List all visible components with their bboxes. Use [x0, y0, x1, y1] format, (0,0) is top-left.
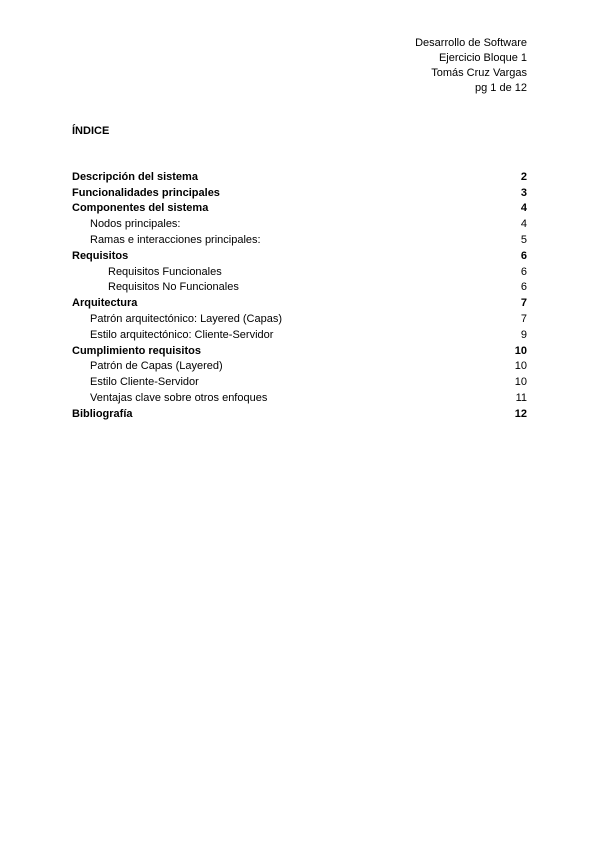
page-counter: pg 1 de 12: [475, 82, 527, 94]
toc-entry[interactable]: [72, 343, 527, 359]
toc-entry-page: 11: [515, 392, 527, 405]
toc-entry[interactable]: [72, 327, 527, 343]
toc-entry[interactable]: [72, 359, 527, 375]
toc-entry[interactable]: [72, 185, 527, 201]
toc-entry-label: Requisitos Funcionales: [108, 265, 222, 278]
toc-entry-label: Patrón de Capas (Layered): [90, 360, 223, 373]
toc-entry-label: Requisitos No Funcionales: [108, 281, 239, 294]
toc-entry[interactable]: [72, 390, 527, 406]
toc-entry[interactable]: [72, 216, 527, 232]
toc-entry-label: Estilo Cliente-Servidor: [90, 376, 199, 389]
toc-entry[interactable]: [72, 295, 527, 311]
toc-entry-page: 6: [520, 249, 527, 262]
toc-entry-label: Estilo arquitectónico: Cliente-Servidor: [90, 328, 274, 341]
toc-entry-page: 10: [514, 376, 527, 389]
toc-entry[interactable]: [72, 169, 527, 185]
toc-entry-page: 3: [520, 186, 527, 199]
page-header: [415, 36, 527, 96]
toc-entry-label: Descripción del sistema: [72, 170, 198, 183]
toc-entry[interactable]: [72, 311, 527, 327]
toc-entry-page: 7: [520, 297, 527, 310]
toc-entry-label: Bibliografía: [72, 407, 133, 420]
toc-entry-label: Funcionalidades principales: [72, 186, 220, 199]
toc-entry-label: Ventajas clave sobre otros enfoques: [90, 392, 268, 405]
toc-entry[interactable]: [72, 264, 527, 280]
table-of-contents: [72, 169, 527, 422]
toc-entry[interactable]: [72, 374, 527, 390]
toc-entry-page: 7: [520, 313, 527, 326]
exercise-name: Ejercicio Bloque 1: [438, 52, 527, 64]
toc-entry-page: 6: [520, 281, 527, 294]
toc-entry-page: 10: [514, 344, 527, 357]
toc-entry[interactable]: [72, 406, 527, 422]
course-name: Desarrollo de Software: [415, 37, 527, 49]
toc-entry-page: 5: [520, 234, 527, 247]
index-title: ÍNDICE: [72, 125, 110, 137]
toc-entry-page: 12: [514, 407, 527, 420]
toc-entry-page: 10: [514, 360, 527, 373]
toc-entry-label: Ramas e interacciones principales:: [90, 234, 261, 247]
toc-entry-label: Cumplimiento requisitos: [72, 344, 201, 357]
toc-entry-label: Patrón arquitectónico: Layered (Capas): [90, 313, 282, 326]
toc-entry-page: 4: [520, 202, 527, 215]
toc-entry-label: Arquitectura: [72, 297, 138, 310]
toc-entry[interactable]: [72, 280, 527, 296]
toc-entry-label: Nodos principales:: [90, 218, 181, 231]
toc-entry-page: 4: [520, 218, 527, 231]
toc-entry-page: 9: [520, 328, 527, 341]
toc-entry-label: Componentes del sistema: [72, 202, 209, 215]
toc-entry-page: 6: [520, 265, 527, 278]
toc-entry[interactable]: [72, 248, 527, 264]
author-name: Tomás Cruz Vargas: [431, 67, 527, 79]
toc-entry-label: Requisitos: [72, 249, 129, 262]
toc-entry-page: 2: [520, 170, 527, 183]
toc-entry[interactable]: [72, 201, 527, 217]
toc-entry[interactable]: [72, 232, 527, 248]
